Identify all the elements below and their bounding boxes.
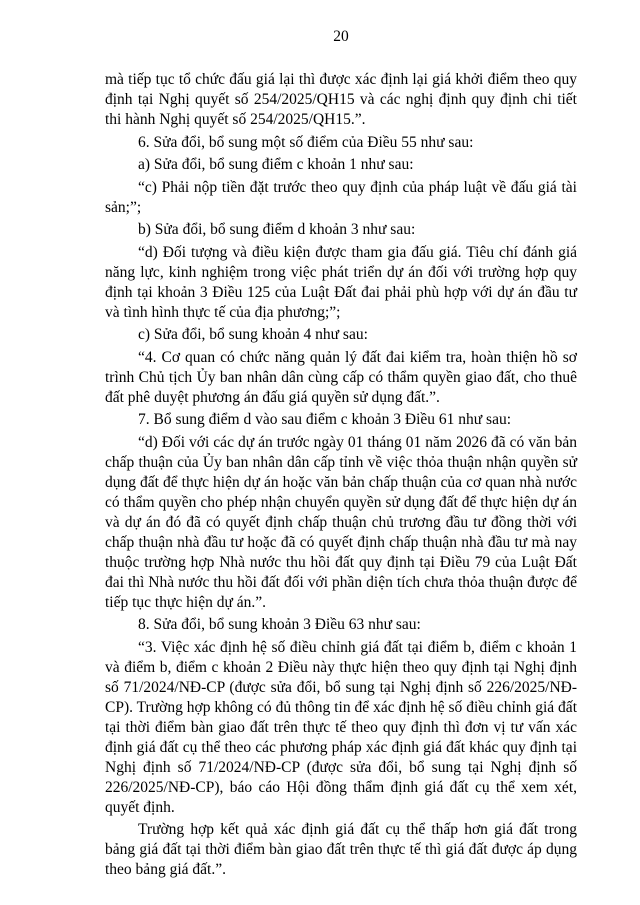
paragraph: 8. Sửa đổi, bổ sung khoản 3 Điều 63 như sau:	[138, 616, 421, 633]
paragraph: b) Sửa đổi, bổ sung điểm d khoản 3 như sau:	[138, 221, 416, 238]
document-body	[105, 70, 577, 883]
paragraph: a) Sửa đổi, bổ sung điểm c khoản 1 như sau:	[138, 156, 414, 173]
paragraph: c) Sửa đổi, bổ sung khoản 4 như sau:	[138, 326, 368, 343]
paragraph: “d) Đối với các dự án trước ngày 01 tháng 01 năm 2026 đã có văn bản chấp thuận của Ủy ban nhân dân cấp tỉnh về việc thỏa thuận nhận quyền sử dụng đất để thực hiện dự án hoặc văn bản chấp thuận của cơ quan nhà nước có thẩm quyền cho phép nhận chuyển quyền sử dụng đất để thực hiện dự án và dự án đó đã có quyết định chấp thuận chủ trương đầu tư đồng thời với chấp thuận nhà đầu tư hoặc đã có quyết định chấp thuận nhà đầu tư mà nay thuộc trường hợp Nhà nước thu hồi đất quy định tại Điều 79 của Luật Đất đai thì Nhà nước thu hồi đất đối với phần diện tích chưa thỏa thuận được để tiếp tục thực hiện dự án.”.	[105, 433, 577, 611]
paragraph: 6. Sửa đổi, bổ sung một số điểm của Điều 55 như sau:	[138, 133, 474, 151]
paragraph: Trường hợp kết quả xác định giá đất cụ thể thấp hơn giá đất trong bảng giá đất tại thời điểm bàn giao đất trên thực tế thì giá đất được áp dụng theo bảng giá đất.”.	[105, 821, 577, 878]
paragraph: mà tiếp tục tổ chức đấu giá lại thì được xác định lại giá khởi điểm theo quy định tại Nghị quyết số 254/2025/QH15 và các nghị định quy định chi tiết thi hành Nghị quyết số 254/2025/QH15.”.	[105, 71, 577, 128]
paragraph: 7. Bổ sung điểm d vào sau điểm c khoản 3 Điều 61 như sau:	[138, 411, 512, 428]
paragraph: “4. Cơ quan có chức năng quản lý đất đai kiểm tra, hoàn thiện hồ sơ trình Chủ tịch Ủy ban nhân dân cùng cấp có thẩm quyền giao đất, cho thuê đất phê duyệt phương án đấu giá quyền sử dụng đất.”.	[105, 348, 577, 406]
paragraph: “3. Việc xác định hệ số điều chỉnh giá đất tại điểm b, điểm c khoản 1 và điểm b, điểm c khoản 2 Điều này thực hiện theo quy định tại Nghị định số 71/2024/NĐ-CP (được sửa đổi, bổ sung tại Nghị định số 226/2025/NĐ-CP). Trường hợp không có đủ thông tin để xác định hệ số điều chỉnh giá đất tại thời điểm bàn giao đất trên thực tế theo quy định thì đơn vị tư vấn xác định giá đất cụ thể theo các phương pháp xác định giá đất khác quy định tại Nghị định số 71/2024/NĐ-CP (được sửa đổi, bổ sung tại Nghị định số 226/2025/NĐ-CP), báo cáo Hội đồng thẩm định giá đất cụ thể xem xét, quyết định.	[105, 638, 577, 816]
page-number: 20	[333, 28, 349, 45]
paragraph: “d) Đối tượng và điều kiện được tham gia đấu giá. Tiêu chí đánh giá năng lực, kinh nghiệm trong việc phát triển dự án đối với trường hợp quy định tại khoản 3 Điều 125 của Luật Đất đai phải phù hợp với dự án đầu tư và tình hình thực tế của địa phương;”;	[105, 243, 577, 321]
paragraph: “c) Phải nộp tiền đặt trước theo quy định của pháp luật về đấu giá tài sản;”;	[105, 178, 577, 216]
